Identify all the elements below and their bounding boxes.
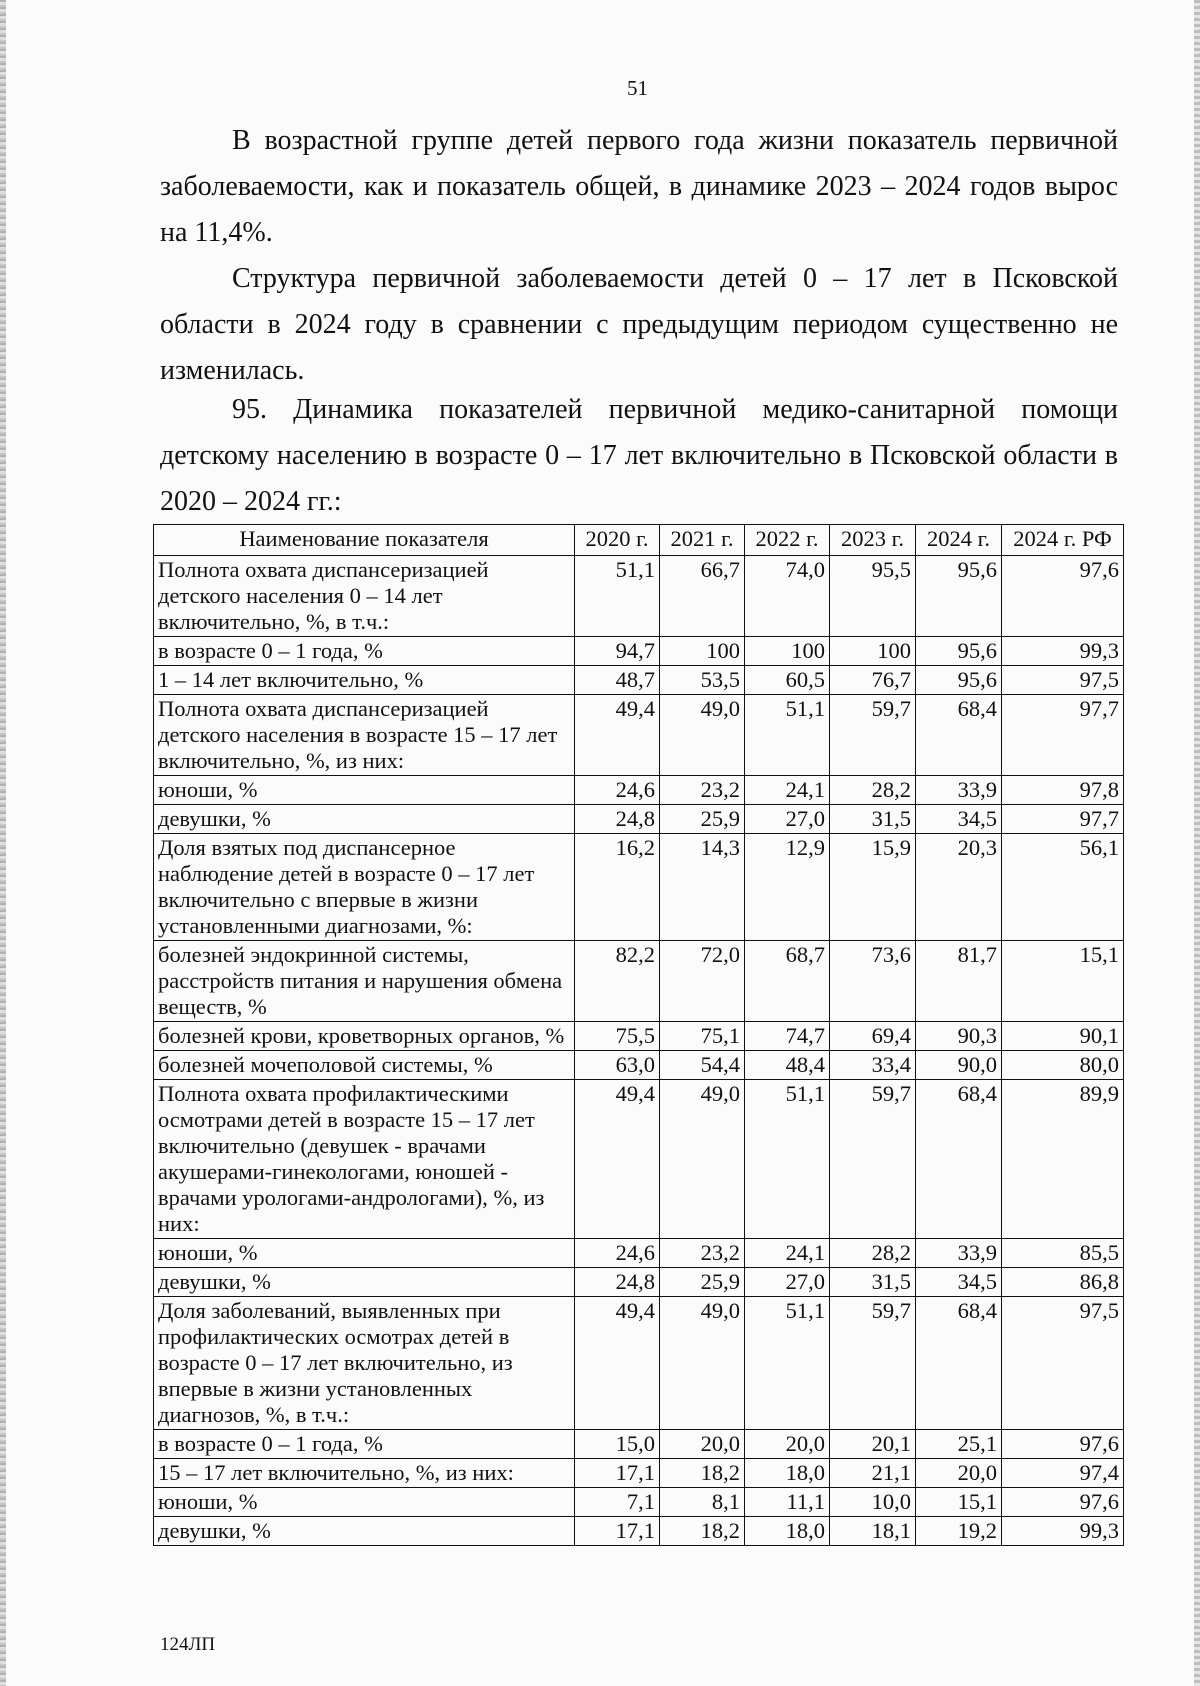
table-row [154, 941, 1124, 1022]
value-cell: 85,5 [1002, 1239, 1124, 1268]
indicator-name-cell: болезней эндокринной системы, расстройств питания и нарушения обмена веществ, % [154, 941, 575, 1022]
value-cell: 80,0 [1002, 1051, 1124, 1080]
value-cell: 15,1 [916, 1488, 1002, 1517]
table-row [154, 637, 1124, 666]
table-row [154, 1022, 1124, 1051]
value-cell: 25,1 [916, 1430, 1002, 1459]
value-cell: 27,0 [745, 805, 830, 834]
value-cell: 18,2 [660, 1517, 745, 1546]
value-cell: 23,2 [660, 1239, 745, 1268]
value-cell: 24,1 [745, 1239, 830, 1268]
header-2024-rf: 2024 г. РФ [1002, 525, 1124, 556]
value-cell: 90,0 [916, 1051, 1002, 1080]
value-cell: 18,0 [745, 1517, 830, 1546]
value-cell: 74,7 [745, 1022, 830, 1051]
indicator-name-cell: Полнота охвата диспансеризацией детского населения в возрасте 15 – 17 лет включительно, %, из них: [154, 695, 575, 776]
indicator-name-cell: девушки, % [154, 1517, 575, 1546]
indicator-name-cell: юноши, % [154, 1488, 575, 1517]
paragraph-2-text: Структура первичной заболеваемости детей 0 – 17 лет в Псковской области в 2024 году в сравнении с предыдущим периодом существенно не изменилась. [160, 263, 1118, 386]
document-code: 124ЛП [160, 1634, 216, 1655]
value-cell: 49,0 [660, 695, 745, 776]
value-cell: 68,7 [745, 941, 830, 1022]
indicator-name-cell: Доля взятых под диспансерное наблюдение детей в возрасте 0 – 17 лет включительно с впервые в жизни установленными диагнозами, %: [154, 834, 575, 941]
value-cell: 33,9 [916, 1239, 1002, 1268]
indicator-name-cell: Полнота охвата профилактическими осмотрами детей в возрасте 15 – 17 лет включительно (девушек - врачами акушерами-гинекологами, юношей - врачами урологами-андрологами), %, из них: [154, 1080, 575, 1239]
value-cell: 31,5 [830, 1268, 916, 1297]
value-cell: 15,0 [575, 1430, 660, 1459]
paragraph-2 [160, 256, 1118, 394]
value-cell: 17,1 [575, 1517, 660, 1546]
indicators-table [153, 524, 1124, 1546]
indicator-name-cell: Доля заболеваний, выявленных при профилактических осмотрах детей в возрасте 0 – 17 лет включительно, из впервые в жизни установленных диагнозов, %, в т.ч.: [154, 1297, 575, 1430]
table-row [154, 1430, 1124, 1459]
value-cell: 21,1 [830, 1459, 916, 1488]
indicator-name-cell: девушки, % [154, 805, 575, 834]
table-row [154, 556, 1124, 637]
value-cell: 66,7 [660, 556, 745, 637]
value-cell: 51,1 [745, 1080, 830, 1239]
value-cell: 68,4 [916, 1080, 1002, 1239]
value-cell: 94,7 [575, 637, 660, 666]
value-cell: 63,0 [575, 1051, 660, 1080]
value-cell: 24,8 [575, 805, 660, 834]
value-cell: 25,9 [660, 805, 745, 834]
value-cell: 48,4 [745, 1051, 830, 1080]
value-cell: 51,1 [745, 1297, 830, 1430]
value-cell: 81,7 [916, 941, 1002, 1022]
value-cell: 8,1 [660, 1488, 745, 1517]
value-cell: 28,2 [830, 1239, 916, 1268]
value-cell: 97,5 [1002, 1297, 1124, 1430]
indicator-name-cell: юноши, % [154, 776, 575, 805]
value-cell: 75,1 [660, 1022, 745, 1051]
value-cell: 97,6 [1002, 1488, 1124, 1517]
value-cell: 86,8 [1002, 1268, 1124, 1297]
value-cell: 95,6 [916, 556, 1002, 637]
scan-edge-right [1194, 0, 1200, 1686]
header-2021: 2021 г. [660, 525, 745, 556]
table-row [154, 666, 1124, 695]
header-indicator-name: Наименование показателя [154, 525, 575, 556]
header-2024: 2024 г. [916, 525, 1002, 556]
value-cell: 20,3 [916, 834, 1002, 941]
indicator-name-cell: Полнота охвата диспансеризацией детского населения 0 – 14 лет включительно, %, в т.ч.: [154, 556, 575, 637]
value-cell: 18,0 [745, 1459, 830, 1488]
value-cell: 24,1 [745, 776, 830, 805]
table-row [154, 1297, 1124, 1430]
value-cell: 90,3 [916, 1022, 1002, 1051]
value-cell: 18,1 [830, 1517, 916, 1546]
table-row [154, 1239, 1124, 1268]
table-row [154, 776, 1124, 805]
value-cell: 73,6 [830, 941, 916, 1022]
value-cell: 14,3 [660, 834, 745, 941]
indicator-name-cell: болезней крови, кроветворных органов, % [154, 1022, 575, 1051]
value-cell: 99,3 [1002, 637, 1124, 666]
value-cell: 18,2 [660, 1459, 745, 1488]
value-cell: 97,6 [1002, 1430, 1124, 1459]
indicator-name-cell: 15 – 17 лет включительно, %, из них: [154, 1459, 575, 1488]
value-cell: 23,2 [660, 776, 745, 805]
value-cell: 97,5 [1002, 666, 1124, 695]
scan-edge-left [0, 0, 6, 1686]
value-cell: 68,4 [916, 1297, 1002, 1430]
value-cell: 74,0 [745, 556, 830, 637]
table-row [154, 1488, 1124, 1517]
value-cell: 97,7 [1002, 695, 1124, 776]
table-row [154, 1268, 1124, 1297]
value-cell: 51,1 [745, 695, 830, 776]
value-cell: 72,0 [660, 941, 745, 1022]
value-cell: 33,9 [916, 776, 1002, 805]
value-cell: 97,7 [1002, 805, 1124, 834]
value-cell: 49,0 [660, 1297, 745, 1430]
value-cell: 16,2 [575, 834, 660, 941]
paragraph-3-text: 95. Динамика показателей первичной медико-санитарной помощи детскому населению в возрасте 0 – 17 лет включительно в Псковской области в 2020 – 2024 гг.: [160, 394, 1118, 517]
value-cell: 59,7 [830, 1297, 916, 1430]
value-cell: 20,0 [745, 1430, 830, 1459]
indicator-name-cell: в возрасте 0 – 1 года, % [154, 637, 575, 666]
header-2022: 2022 г. [745, 525, 830, 556]
value-cell: 100 [745, 637, 830, 666]
value-cell: 24,6 [575, 1239, 660, 1268]
value-cell: 59,7 [830, 695, 916, 776]
header-2020: 2020 г. [575, 525, 660, 556]
value-cell: 100 [830, 637, 916, 666]
table-row [154, 1051, 1124, 1080]
value-cell: 95,6 [916, 666, 1002, 695]
value-cell: 60,5 [745, 666, 830, 695]
value-cell: 7,1 [575, 1488, 660, 1517]
value-cell: 28,2 [830, 776, 916, 805]
indicator-name-cell: юноши, % [154, 1239, 575, 1268]
indicator-name-cell: болезней мочеполовой системы, % [154, 1051, 575, 1080]
value-cell: 24,6 [575, 776, 660, 805]
value-cell: 10,0 [830, 1488, 916, 1517]
value-cell: 34,5 [916, 1268, 1002, 1297]
header-2023: 2023 г. [830, 525, 916, 556]
paragraph-1-text: В возрастной группе детей первого года жизни показатель первичной заболеваемости, как и показатель общей, в динамике 2023 – 2024 годов вырос на 11,4%. [160, 125, 1118, 248]
paragraph-3 [160, 387, 1118, 525]
value-cell: 68,4 [916, 695, 1002, 776]
value-cell: 24,8 [575, 1268, 660, 1297]
value-cell: 97,4 [1002, 1459, 1124, 1488]
value-cell: 20,0 [916, 1459, 1002, 1488]
value-cell: 99,3 [1002, 1517, 1124, 1546]
value-cell: 69,4 [830, 1022, 916, 1051]
value-cell: 54,4 [660, 1051, 745, 1080]
value-cell: 56,1 [1002, 834, 1124, 941]
table-row [154, 805, 1124, 834]
value-cell: 11,1 [745, 1488, 830, 1517]
value-cell: 75,5 [575, 1022, 660, 1051]
value-cell: 27,0 [745, 1268, 830, 1297]
value-cell: 25,9 [660, 1268, 745, 1297]
value-cell: 34,5 [916, 805, 1002, 834]
table-row [154, 1080, 1124, 1239]
value-cell: 51,1 [575, 556, 660, 637]
value-cell: 89,9 [1002, 1080, 1124, 1239]
table-row [154, 1459, 1124, 1488]
value-cell: 20,1 [830, 1430, 916, 1459]
indicator-name-cell: в возрасте 0 – 1 года, % [154, 1430, 575, 1459]
value-cell: 33,4 [830, 1051, 916, 1080]
table-row [154, 1517, 1124, 1546]
value-cell: 97,8 [1002, 776, 1124, 805]
table-header-row [154, 525, 1124, 556]
value-cell: 20,0 [660, 1430, 745, 1459]
value-cell: 49,4 [575, 1080, 660, 1239]
value-cell: 53,5 [660, 666, 745, 695]
value-cell: 49,4 [575, 695, 660, 776]
value-cell: 76,7 [830, 666, 916, 695]
paragraph-1 [160, 118, 1118, 256]
value-cell: 59,7 [830, 1080, 916, 1239]
table-row [154, 834, 1124, 941]
value-cell: 48,7 [575, 666, 660, 695]
table-row [154, 695, 1124, 776]
value-cell: 90,1 [1002, 1022, 1124, 1051]
value-cell: 95,6 [916, 637, 1002, 666]
value-cell: 12,9 [745, 834, 830, 941]
value-cell: 17,1 [575, 1459, 660, 1488]
value-cell: 15,9 [830, 834, 916, 941]
indicator-name-cell: 1 – 14 лет включительно, % [154, 666, 575, 695]
value-cell: 15,1 [1002, 941, 1124, 1022]
value-cell: 49,4 [575, 1297, 660, 1430]
value-cell: 82,2 [575, 941, 660, 1022]
value-cell: 49,0 [660, 1080, 745, 1239]
indicator-name-cell: девушки, % [154, 1268, 575, 1297]
value-cell: 31,5 [830, 805, 916, 834]
value-cell: 19,2 [916, 1517, 1002, 1546]
value-cell: 97,6 [1002, 556, 1124, 637]
value-cell: 95,5 [830, 556, 916, 637]
value-cell: 100 [660, 637, 745, 666]
page-number: 51 [627, 76, 648, 100]
